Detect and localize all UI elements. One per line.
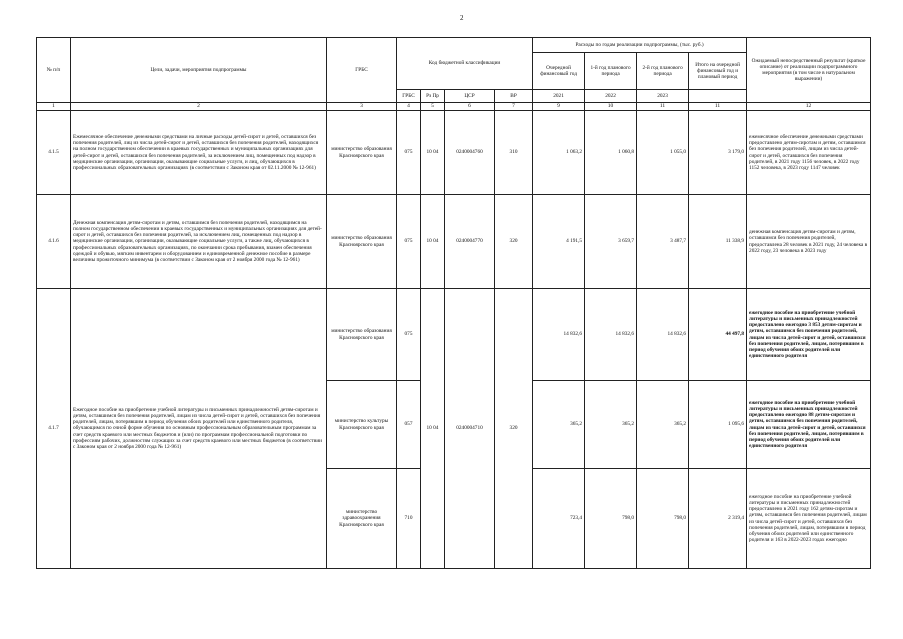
row-value-2022: 3 659,7 (585, 195, 637, 289)
row-grbs: 075 (397, 289, 421, 381)
row-grbs: 057 (397, 381, 421, 469)
row-grbs-name: министерство образования Красноярского края (327, 289, 397, 381)
row-value-2023: 14 832,6 (637, 289, 689, 381)
col-number: 1 (37, 103, 71, 111)
row-result: ежегодное пособие на приобретение учебной литературы и письменных принадлежностей предоставлено ежегодно 3 853 детям-сиротам и детям, оставшимся без попечения родителей, лицам из числа детей-сирот и детей, оставшихся без попечения родителей, лицам, потерявшим в период обучения обоих родителей или единственного родителя (747, 289, 871, 381)
page-number: 2 (460, 14, 464, 22)
header-year-2023: 2023 (637, 90, 689, 103)
row-num: 4.1.7 (37, 289, 71, 569)
col-number: 7 (495, 103, 533, 111)
row-value-2023: 798,0 (637, 469, 689, 569)
row-value-2022: 14 832,6 (585, 289, 637, 381)
row-csr: 0240004770 (445, 195, 495, 289)
row-grbs-name: министерство образования Красноярского края (327, 195, 397, 289)
row-rzpr: 10 04 (421, 111, 445, 195)
row-value-2021: 723,4 (533, 469, 585, 569)
header-expenses (533, 38, 747, 90)
row-result: ежегодное пособие на приобретение учебной литературы и письменных принадлежностей предоставлено ежегодно 88 детям-сиротам и детям, оставшимся без попечения родителей, лицам из числа детей-сирот и детей, оставшихся без попечения родителей, лицам, потерявшим в период обучения обоих родителей или единственного родителя (747, 381, 871, 469)
row-value-2021: 365,2 (533, 381, 585, 469)
row-grbs-name: министерство культуры Красноярского края (327, 381, 397, 469)
row-total: 44 497,8 (689, 289, 747, 381)
row-value-2022: 365,2 (585, 381, 637, 469)
header-budget-code: Код бюджетной классификации (397, 38, 533, 90)
row-grbs: 075 (397, 195, 421, 289)
row-grbs-name: министерство образования Красноярского края (327, 111, 397, 195)
header-year-2021: 2021 (533, 90, 585, 103)
table-row (37, 195, 871, 289)
row-vr: 320 (495, 195, 533, 289)
col-number: 4 (397, 103, 421, 111)
col-number: 9 (533, 103, 585, 111)
header-year-blank (689, 90, 747, 103)
header-first-year: 1-й год планового периода (585, 53, 637, 89)
row-grbs: 075 (397, 111, 421, 195)
row-value-2023: 3 487,7 (637, 195, 689, 289)
row-value-2021: 1 063,2 (533, 111, 585, 195)
row-total: 3 179,0 (689, 111, 747, 195)
row-num: 4.1.5 (37, 111, 71, 195)
header-num: № п/п (37, 38, 71, 103)
row-csr: 0240004760 (445, 111, 495, 195)
row-num: 4.1.6 (37, 195, 71, 289)
header-sub-grbs: ГРБС (397, 90, 421, 103)
row-total: 2 319,4 (689, 469, 747, 569)
header-result: Ожидаемый непосредственный результат (краткое описание) от реализации подпрограммного мероприятия (в том числе в натуральном выражении) (747, 38, 871, 103)
row-csr: 0240004710 (445, 289, 495, 569)
table-row (37, 289, 871, 381)
row-total: 11 338,9 (689, 195, 747, 289)
row-text: Ежегодное пособие на приобретение учебной литературы и письменных принадлежностей детям-сиротам и детям, оставшимся без попечения родителей, лицам из числа детей-сирот и детей, оставшихся без попечения родителей, лицам, потерявшим в период обучения обоих родителей или единственного родителя, обучающимся по очной форме обучения по основным профессиональным образовательным программам за счет средств краевого или местных бюджетов и (или) по программам профессиональной подготовки по профессиям рабочих, должностям служащих за счет средств краевого или местных бюджетов (в соответствии с Законом края от 2 ноября 2000 года № 12-961) (71, 289, 327, 569)
col-number: 10 (585, 103, 637, 111)
header-row (37, 38, 871, 90)
row-rzpr: 10 04 (421, 195, 445, 289)
header-sub-rzpr: Рз Пр (421, 90, 445, 103)
row-result: ежемесячное обеспечение денежными средствами предоставлено детям-сиротам и детям, оставшимся без попечения родителей, лицам из числа детей-сирот и детей, оставшихся без попечения родителей, в 2021 году 1156 человек, в 2022 году 1152 человека, в 2023 году 1147 человек (747, 111, 871, 195)
col-number: 12 (747, 103, 871, 111)
header-total: Итого на очередной финансовый год и плановый период (695, 61, 740, 81)
row-rzpr: 10 04 (421, 289, 445, 569)
header-expenses-years (533, 53, 746, 89)
col-number: 6 (445, 103, 495, 111)
row-result: денежная компенсация детям-сиротам и детям, оставшимся без попечения родителей, предоставлена 28 человек в 2021 году, 24 человека в 2022 году, 23 человека в 2023 году (747, 195, 871, 289)
row-text: Ежемесячное обеспечение денежными средствами на личные расходы детей-сирот и детей, оставшихся без попечения родителей, лиц из числа детей-сирот и детей, оставшихся без попечения родителей, находящихся на полном государственном обеспечении в краевых государственных и муниципальных организациях для детей-сирот и детей, оставшихся без попечения родителей, за исключением лиц, помещенных под надзор в медицинские организации, организации, оказывающие социальные услуги, и лиц, обучающихся в профессиональных образовательных организациях (в соответствии с Законом края от 02.11.2000 № 12-961) (71, 111, 327, 195)
row-result: ежегодное пособие на приобретение учебной литературы и письменных принадлежностей предоставлено в 2021 году 162 детям-сиротам и детям, оставшимся без попечения родителей, лицам из числа детей-сирот и детей, оставшихся без попечения родителей, лицам, потерявшим в период обучения обоих родителей или единственного родителя и 163 в 2022-2023 годах ежегодно (747, 469, 871, 569)
header-current-year: Очередной финансовый год (533, 53, 585, 89)
row-vr: 320 (495, 289, 533, 569)
col-number: 2 (71, 103, 327, 111)
row-value-2022: 1 060,8 (585, 111, 637, 195)
header-year-2022: 2022 (585, 90, 637, 103)
row-grbs: 710 (397, 469, 421, 569)
col-number: 11 (689, 103, 747, 111)
header-sub-csr: ЦСР (445, 90, 495, 103)
row-vr: 310 (495, 111, 533, 195)
header-sub-vr: ВР (495, 90, 533, 103)
row-value-2021: 14 832,6 (533, 289, 585, 381)
program-table (36, 37, 871, 569)
row-value-2023: 365,2 (637, 381, 689, 469)
row-grbs-name: министерство здравоохранения Красноярского края (327, 469, 397, 569)
row-text: Денежная компенсация детям-сиротам и детям, оставшимся без попечения родителей, находящимся на полном государственном обеспечении в краевых государственных и муниципальных организациях для детей-сирот и детей, оставшихся без попечения родителей, за исключением лиц, помещенных под надзор в медицинские организации, организации, оказывающие социальные услуги, а также лиц, обучающихся в профессиональных образовательных организациях, по окончании срока пребывания, взамен обеспечения одеждой и обувью, мягким инвентарем и оборудованием и единовременной денежное пособие в размере величины прожиточного минимума (в соответствии с Законом края от 2 ноября 2000 года № 12-961) (71, 195, 327, 289)
row-value-2021: 4 191,5 (533, 195, 585, 289)
header-goals: Цели, задачи, мероприятия подпрограммы (71, 38, 327, 103)
col-number: 3 (327, 103, 397, 111)
column-numbers-row (37, 103, 871, 111)
header-second-year: 2-й год планового периода (637, 53, 689, 89)
row-value-2023: 1 055,0 (637, 111, 689, 195)
row-total: 1 095,6 (689, 381, 747, 469)
header-grbs: ГРБС (327, 38, 397, 103)
table-row (37, 111, 871, 195)
header-expenses-title: Расходы по годам реализации подпрограммы, (тыс. руб.) (533, 38, 746, 53)
col-number: 11 (637, 103, 689, 111)
row-value-2022: 798,0 (585, 469, 637, 569)
col-number: 5 (421, 103, 445, 111)
